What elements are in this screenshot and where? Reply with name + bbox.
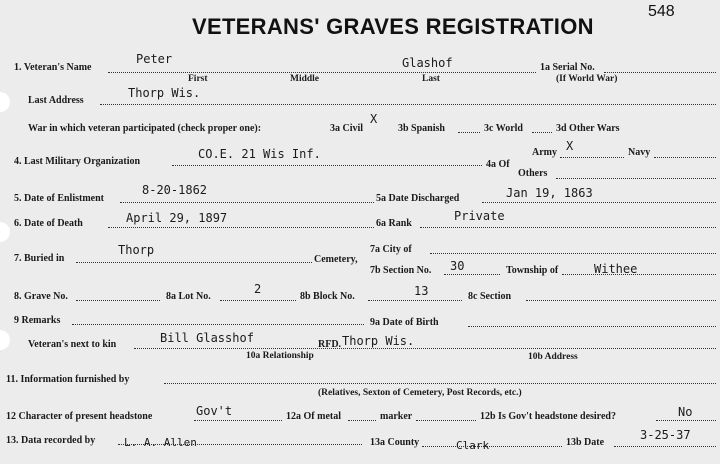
label-others: Others [518, 168, 548, 179]
label-last-address: Last Address [28, 95, 84, 106]
label-headstone: 12 Character of present headstone [6, 411, 153, 422]
label-marker: marker [380, 411, 413, 422]
label-middle: Middle [290, 74, 320, 84]
label-county: 13a County [370, 437, 420, 448]
label-lot-no: 8a Lot No. [166, 291, 211, 302]
rule [108, 227, 374, 228]
label-date-of-birth: 9a Date of Birth [370, 317, 439, 328]
value-death: April 29, 1897 [126, 211, 228, 225]
rule [482, 202, 716, 203]
rule [532, 132, 552, 133]
label-4a-of: 4a Of [486, 159, 510, 170]
label-block-no: 8b Block No. [300, 291, 355, 302]
label-discharged: 5a Date Discharged [376, 193, 460, 204]
rule [562, 274, 716, 275]
value-next-of-kin: Bill Glasshof [160, 331, 254, 345]
label-relationship: 10a Relationship [246, 351, 314, 361]
value-first-name: Peter [136, 52, 173, 66]
value-kin-address: Thorp Wis. [342, 334, 415, 348]
label-world: 3c World [484, 123, 523, 134]
label-date: 13b Date [566, 437, 605, 448]
rule [194, 420, 282, 421]
rule [108, 72, 536, 73]
rule [420, 227, 716, 228]
label-buried-in: 7. Buried in [14, 253, 65, 264]
rule [614, 446, 716, 447]
label-army: Army [532, 147, 557, 158]
value-recorded-by: L. A. Allen [124, 436, 197, 449]
rule [654, 157, 716, 158]
rule [416, 420, 476, 421]
rule [560, 157, 624, 158]
punch-hole [0, 330, 10, 350]
form-title: VETERANS' GRAVES REGISTRATION [192, 14, 594, 39]
label-information-sources: (Relatives, Sexton of Cemetery, Post Records, etc.) [318, 388, 522, 398]
rule [556, 178, 716, 179]
rule [422, 446, 562, 447]
label-enlistment: 5. Date of Enlistment [14, 193, 104, 204]
label-address: 10b Address [528, 352, 578, 362]
value-block-no: 13 [414, 284, 429, 298]
label-information: 11. Information furnished by [6, 374, 130, 385]
label-remarks: 9 Remarks [14, 315, 61, 326]
rule [100, 104, 716, 105]
rule [468, 326, 716, 327]
label-rank: 6a Rank [376, 218, 412, 229]
label-civil: 3a Civil [330, 123, 364, 134]
label-veteran-name: 1. Veteran's Name [14, 62, 92, 73]
label-other-wars: 3d Other Wars [556, 123, 620, 134]
value-lot-no: 2 [254, 282, 262, 296]
label-first: First [188, 74, 208, 84]
value-county: Clark [456, 439, 490, 452]
label-section: 8c Section [468, 291, 512, 302]
label-rfd: RFD. [318, 339, 342, 350]
value-section-no: 30 [450, 259, 465, 273]
rule [220, 300, 296, 301]
label-cemetery: Cemetery, [314, 254, 358, 265]
rule [526, 300, 716, 301]
rule [134, 348, 716, 349]
label-death: 6. Date of Death [14, 218, 83, 229]
rule [444, 274, 500, 275]
punch-hole [0, 92, 10, 112]
rule [656, 420, 716, 421]
card-number: 548 [648, 3, 675, 20]
label-section-no: 7b Section No. [370, 265, 432, 276]
label-serial: 1a Serial No. [540, 62, 595, 73]
punch-hole [0, 222, 10, 242]
rule [430, 253, 716, 254]
value-rank: Private [454, 209, 505, 223]
rule [72, 324, 364, 325]
label-gov-headstone: 12b Is Gov't headstone desired? [480, 411, 616, 422]
label-recorded-by: 13. Data recorded by [6, 435, 96, 446]
label-organization: 4. Last Military Organization [14, 156, 141, 167]
label-last: Last [422, 74, 440, 84]
check-army: X [566, 139, 574, 153]
value-last-name: Glashof [402, 56, 453, 70]
label-navy: Navy [628, 147, 651, 158]
label-war: War in which veteran participated (check proper one): [28, 123, 262, 134]
value-last-address: Thorp Wis. [128, 86, 201, 100]
value-discharged: Jan 19, 1863 [506, 186, 593, 200]
label-next-of-kin: Veteran's next to kin [28, 339, 117, 350]
rule [120, 202, 374, 203]
check-civil: X [370, 112, 378, 126]
rule [604, 72, 716, 73]
value-headstone: Gov't [196, 404, 233, 418]
label-of-metal: 12a Of metal [286, 411, 341, 422]
value-township: Withee [594, 262, 638, 276]
rule [76, 262, 312, 263]
rule [172, 165, 482, 166]
value-date-recorded: 3-25-37 [640, 428, 691, 442]
label-spanish: 3b Spanish [398, 123, 445, 134]
rule [368, 300, 462, 301]
value-gov-desired: No [678, 405, 693, 419]
label-township: Township of [506, 265, 559, 276]
value-buried-in: Thorp [118, 243, 155, 257]
label-if-world-war: (If World War) [556, 74, 618, 84]
label-city-of: 7a City of [370, 244, 412, 255]
rule [348, 420, 376, 421]
value-organization: CO.E. 21 Wis Inf. [198, 147, 321, 161]
value-enlistment: 8-20-1862 [142, 183, 208, 197]
rule [458, 132, 480, 133]
rule [164, 383, 716, 384]
rule [76, 300, 160, 301]
label-grave-no: 8. Grave No. [14, 291, 68, 302]
